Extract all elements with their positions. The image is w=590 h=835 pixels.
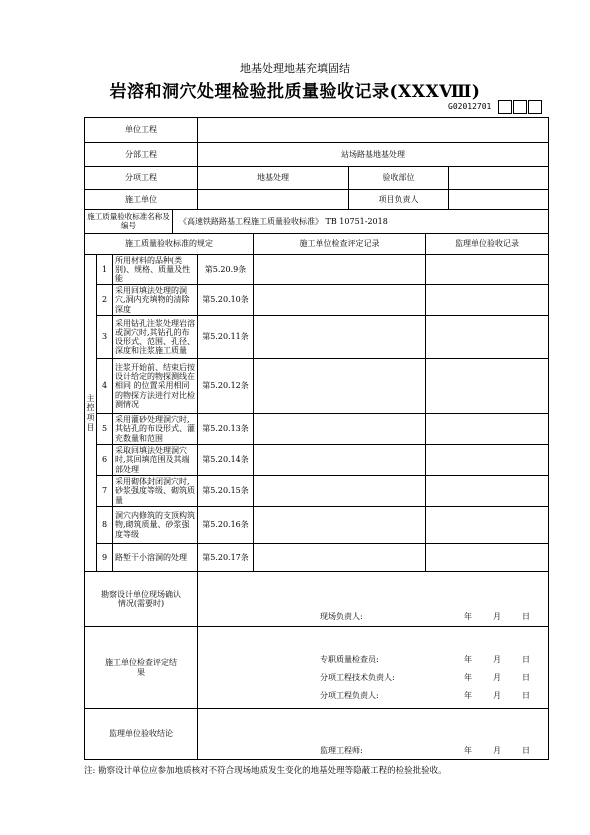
unit-project-value[interactable]	[198, 118, 549, 143]
division-value[interactable]: 站场路基地基处理	[198, 143, 549, 167]
standard-value: 《高速铁路路基工程施工质量验收标准》 TB 10751-2018	[173, 210, 549, 234]
item-supervise-record[interactable]	[426, 255, 549, 285]
item-row	[85, 316, 549, 359]
item-check-record[interactable]	[254, 316, 426, 359]
tech-lead-sign-line[interactable]: 分项工程技术负责人: 年 月 日	[320, 673, 530, 683]
supervision-signoff-row	[85, 709, 549, 760]
item-number: 6	[97, 445, 113, 476]
item-row	[85, 544, 549, 572]
item-row	[85, 445, 549, 476]
acceptance-part-value[interactable]	[449, 167, 549, 190]
item-row	[85, 414, 549, 445]
survey-signoff-row	[85, 572, 549, 627]
item-supervise-record[interactable]	[426, 285, 549, 316]
item-supervise-record[interactable]	[426, 476, 549, 507]
standard-label: 施工质量验收标准名称及编号	[85, 210, 173, 234]
item-number: 8	[97, 507, 113, 544]
item-number: 5	[97, 414, 113, 445]
survey-label: 勘察设计单位现场确认情况(需要时)	[85, 572, 198, 627]
item-text: 注浆开始前、结束后按设计给定的物探测线在相同 的位置采用相同的物探方法进行对比检测情况	[113, 359, 198, 414]
item-clause: 第5.20.17条	[198, 544, 254, 572]
item-check-record[interactable]	[254, 507, 426, 544]
item-check-record[interactable]	[254, 359, 426, 414]
form-code: G02012701	[448, 102, 492, 111]
division-row	[85, 143, 549, 167]
supervision-label: 监理单位验收结论	[85, 709, 198, 760]
division-label: 分部工程	[85, 143, 198, 167]
item-number: 2	[97, 285, 113, 316]
inspection-form-table	[84, 117, 549, 760]
item-check-record[interactable]	[254, 285, 426, 316]
item-supervise-record[interactable]	[426, 316, 549, 359]
item-clause: 第5.20.11条	[198, 316, 254, 359]
construction-unit-value[interactable]	[198, 190, 349, 210]
item-row	[85, 285, 549, 316]
subitem-lead-sign-line[interactable]: 分项工程负责人: 年 月 日	[320, 691, 530, 701]
item-clause: 第5.20.15条	[198, 476, 254, 507]
item-number: 4	[97, 359, 113, 414]
item-text: 采用灌砂处理洞穴时,其钻孔的布设形式、灌充数量和范围	[113, 414, 198, 445]
item-row	[85, 507, 549, 544]
supervisor-sign-line[interactable]: 监理工程师: 年 月 日	[320, 745, 530, 755]
item-row	[85, 476, 549, 507]
col-header-spec: 施工质量验收标准的规定	[85, 234, 254, 255]
footnote: 注: 勘察设计单位应参加地质核对不符合现场地质发生变化的地基处理等隐蔽工程的检验批验收。	[84, 766, 447, 776]
project-lead-label: 项目负责人	[349, 190, 449, 210]
survey-sign-label: 现场负责人:	[320, 611, 363, 621]
construction-unit-row	[85, 190, 549, 210]
item-supervise-record[interactable]	[426, 544, 549, 572]
form-subtitle: 地基处理地基充填固结	[240, 62, 350, 75]
item-supervise-record[interactable]	[426, 359, 549, 414]
item-clause: 第5.20.13条	[198, 414, 254, 445]
item-row	[85, 359, 549, 414]
construction-signoff-row	[85, 627, 549, 709]
construction-result-label: 施工单位检查评定结果	[85, 627, 198, 709]
main-control-label: 主控项目	[85, 255, 97, 572]
col-header-supervise: 监理单位验收记录	[426, 234, 549, 255]
item-supervise-record[interactable]	[426, 414, 549, 445]
project-lead-value[interactable]	[449, 190, 549, 210]
item-row	[85, 255, 549, 285]
item-clause: 第5.20.14条	[198, 445, 254, 476]
item-text: 采用钻孔注浆处理岩溶或洞穴时,其钻孔的布设形式、范围、孔径、深度和注浆施工质量	[113, 316, 198, 359]
item-text: 采用砌体封闭洞穴时,砂浆强度等级、砌筑质量	[113, 476, 198, 507]
item-clause: 第5.20.10条	[198, 285, 254, 316]
item-number: 1	[97, 255, 113, 285]
item-check-record[interactable]	[254, 414, 426, 445]
item-text: 所用材料的品种(类别)、规格、质量及性能	[113, 255, 198, 285]
item-text: 路堑干小溶洞的处理	[113, 544, 198, 572]
item-text: 采用回填法处理的洞穴,洞内充填物的清除深度	[113, 285, 198, 316]
item-supervise-record[interactable]	[426, 507, 549, 544]
item-check-record[interactable]	[254, 544, 426, 572]
item-number: 7	[97, 476, 113, 507]
item-text: 采取回填法处理洞穴时,其回填范围及其端部处理	[113, 445, 198, 476]
standard-row	[85, 210, 549, 234]
item-number: 3	[97, 316, 113, 359]
unit-project-label: 单位工程	[85, 118, 198, 143]
item-supervise-record[interactable]	[426, 445, 549, 476]
item-clause: 第5.20.12条	[198, 359, 254, 414]
construction-unit-label: 施工单位	[85, 190, 198, 210]
qc-inspector-sign-line[interactable]: 专职质量检查员: 年 月 日	[320, 655, 530, 664]
unit-project-row	[85, 118, 549, 143]
survey-sign-line[interactable]: 现场负责人: 年 月 日	[320, 611, 530, 621]
item-check-record[interactable]	[254, 445, 426, 476]
item-clause: 第5.20.16条	[198, 507, 254, 544]
item-clause: 第5.20.9条	[198, 255, 254, 285]
item-check-record[interactable]	[254, 255, 426, 285]
column-header-row	[85, 234, 549, 255]
subitem-label: 分项工程	[85, 167, 198, 190]
subitem-value[interactable]: 地基处理	[198, 167, 349, 190]
item-check-record[interactable]	[254, 476, 426, 507]
acceptance-part-label: 验收部位	[349, 167, 449, 190]
col-header-check: 施工单位检查评定记录	[254, 234, 426, 255]
item-number: 9	[97, 544, 113, 572]
subitem-row	[85, 167, 549, 190]
form-title: 岩溶和洞穴处理检验批质量验收记录(ⅩⅩⅩⅧ)	[109, 82, 481, 102]
item-text: 洞穴内修筑的支顶构筑物,砌筑质量、砂浆强度等级	[113, 507, 198, 544]
